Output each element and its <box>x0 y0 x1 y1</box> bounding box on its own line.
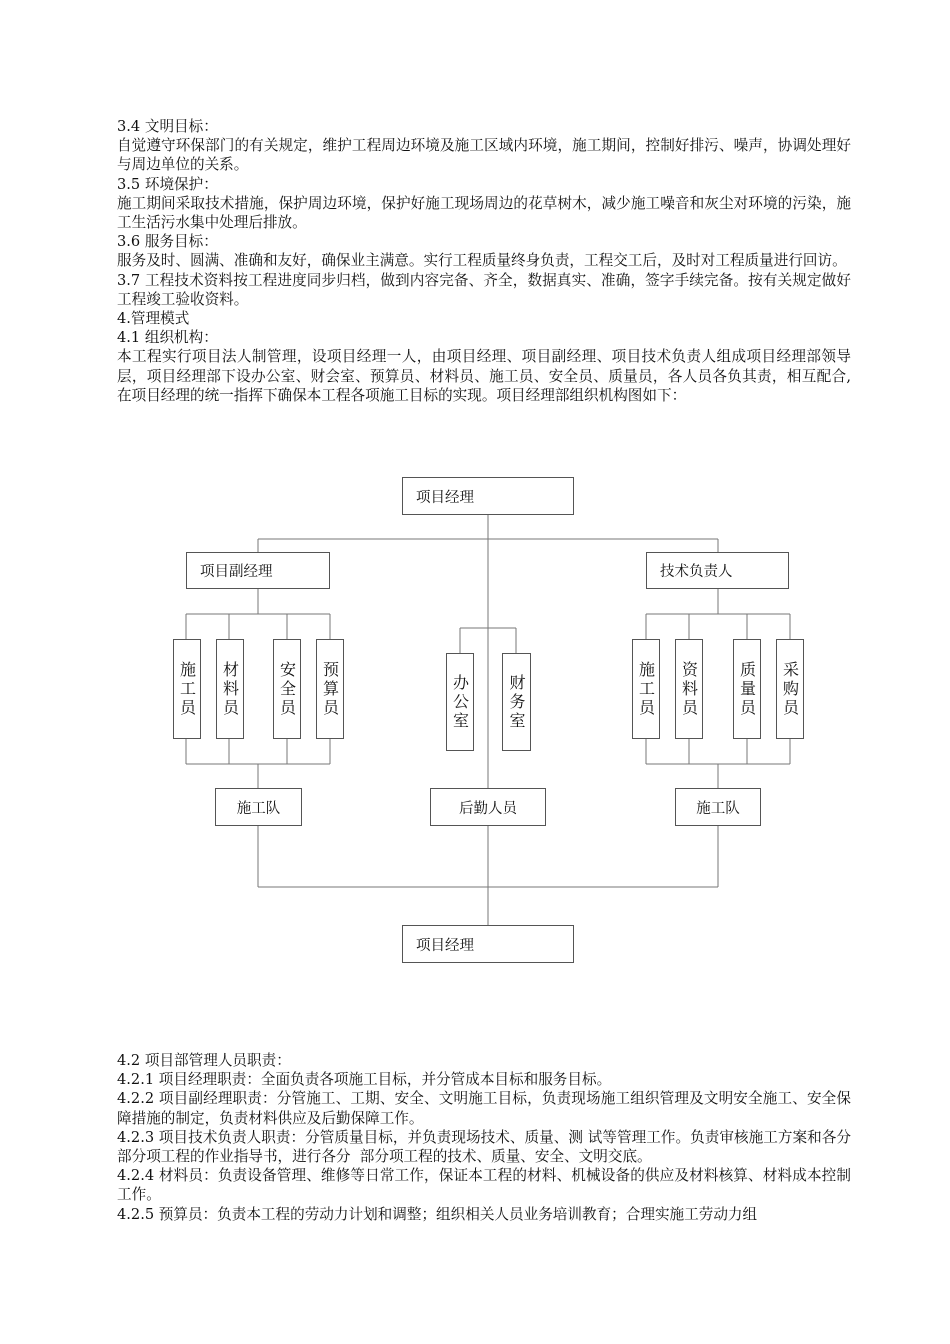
paragraph-4-1: 本工程实行项目法人制管理，设项目经理一人，由项目经理、项目副经理、项目技术负责人组成项目经理部领导层，项目经理部下设办公室、财会室、预算员、材料员、施工员、安全员、质量员，各人员各负其责，相互配合,在项目经理的统一指挥下确保本工程各项施工目标的实现。项目经理部组织机构图如下： <box>117 348 851 404</box>
deputy-manager-box: 项目副经理 <box>186 552 330 589</box>
top-manager-box: 项目经理 <box>402 477 574 515</box>
paragraph-3-5: 施工期间采取技术措施，保护周边环境，保护好施工现场周边的花草树木，减少施工噪音和灰尘对环境的污染，施工生活污水集中处理后排放。 <box>117 194 851 232</box>
tech-lead-box: 技术负责人 <box>646 552 789 589</box>
paragraph-4-2-1: 4.2.1 项目经理职责：全面负责各项施工目标，并分管成本目标和服务目标。 <box>117 1071 612 1089</box>
heading-3-4: 3.4 文明目标： <box>117 118 218 135</box>
right-team-box: 施工队 <box>675 788 761 826</box>
paragraph-4-2-4: 4.2.4 材料员：负责设备管理、维修等日常工作，保证本工程的材料、机械设备的供应及材料核算、材料成本控制工作。 <box>117 1167 851 1204</box>
middle-staff-box: 财务室 <box>502 653 531 751</box>
paragraph-4-2-2: 4.2.2 项目副经理职责：分管施工、工期、安全、文明施工目标，负责现场施工组织管理及文明安全施工、安全保障措施的制定，负责材料供应及后勤保障工作。 <box>117 1090 851 1127</box>
right-staff-box: 质量员 <box>733 639 761 739</box>
paragraph-3-4: 自觉遵守环保部门的有关规定，维护工程周边环境及施工区域内环境，施工期间，控制好排污、噪声，协调处理好与周边单位的关系。 <box>117 137 851 174</box>
left-staff-box: 安全员 <box>273 639 301 739</box>
right-staff-box: 采购员 <box>776 639 804 739</box>
heading-4-1: 4.1 组织机构： <box>117 329 218 347</box>
heading-4-2: 4.2 项目部管理人员职责： <box>117 1052 291 1069</box>
paragraph-3-6: 服务及时、圆满、准确和友好，确保业主满意。实行工程质量终身负责，工程交工后，及时对工程质量进行回访。 <box>117 252 847 270</box>
heading-3-6: 3.6 服务目标： <box>117 233 218 251</box>
left-team-box: 施工队 <box>215 788 302 826</box>
right-staff-box: 施工员 <box>632 639 660 739</box>
left-staff-box: 施工员 <box>173 639 201 739</box>
bottom-manager-box: 项目经理 <box>402 925 574 963</box>
left-staff-box: 预算员 <box>316 639 344 739</box>
paragraph-4-2-5: 4.2.5 预算员：负责本工程的劳动力计划和调整；组织相关人员业务培训教育；合理实施工劳动力组 <box>117 1205 758 1223</box>
paragraph-3-7: 3.7 工程技术资料按工程进度同步归档，做到内容完备、齐全，数据真实、准确，签字手续完备。按有关规定做好工程竣工验收资料。 <box>117 271 851 308</box>
right-staff-box: 资料员 <box>675 639 703 739</box>
left-staff-box: 材料员 <box>216 639 244 739</box>
middle-staff-box: 办公室 <box>446 653 474 751</box>
heading-3-5: 3.5 环境保护： <box>117 175 218 193</box>
logistics-box: 后勤人员 <box>430 788 546 826</box>
paragraph-4-2-3: 4.2.3 项目技术负责人职责：分管质量目标，并负责现场技术、质量、测 试等管理工作。负责审核施工方案和各分部分项工程的作业指导书，进行各分 部分项工程的技术、质量、安全、文明交底。 <box>117 1128 851 1166</box>
bottom-text-block <box>117 1051 851 1224</box>
heading-4: 4.管理模式 <box>117 310 190 328</box>
